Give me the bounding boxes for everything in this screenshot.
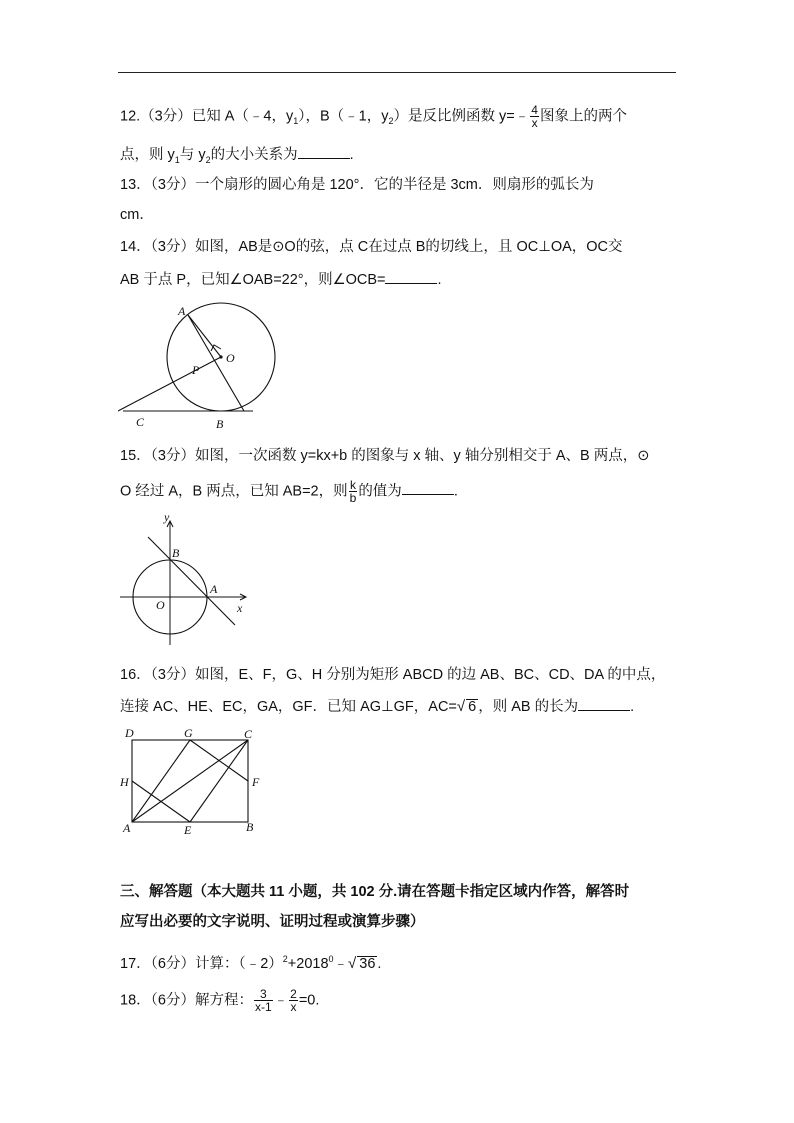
- q16-figure: [116, 724, 266, 839]
- q16-label-a: A: [123, 821, 131, 835]
- q15-line1: 15．（3分）如图，一次函数 y=kx+b 的图象与 x 轴、y 轴分别相交于 A、B 两点，⊙: [120, 448, 650, 464]
- q18-fraction-2: [289, 988, 298, 1013]
- section3-heading-line1: 三、解答题（本大题共 11 小题，共 102 分.请在答题卡指定区域内作答，解答时: [120, 884, 630, 900]
- q14-label-o: O: [226, 351, 235, 365]
- q12-fraction: [530, 104, 539, 129]
- q16-label-d: D: [125, 726, 134, 740]
- q15-label-b: B: [172, 546, 180, 560]
- q16-label-h: H: [120, 775, 129, 789]
- q18-end: =0.: [298, 992, 320, 1009]
- q14-label-p: P: [192, 363, 200, 377]
- q13-line2: cm．: [120, 207, 154, 223]
- q14-answer-blank[interactable]: [385, 269, 437, 284]
- section3-heading-line2: 应写出必要的文字说明、证明过程或演算步骤）: [120, 914, 425, 930]
- q15-fraction: [349, 479, 358, 504]
- q12-text-c: ）是反比例函数 y=﹣: [393, 108, 530, 125]
- q16-sqrt-value: 6: [468, 699, 477, 715]
- q15-label-x: x: [237, 601, 243, 615]
- q15-line2: [120, 479, 458, 504]
- q16-line1: 16．（3分）如图，E、F，G、H 分别为矩形 ABCD 的边 AB、BC、CD、DA 的中点，: [120, 667, 666, 683]
- q17-sup-1: 2: [282, 954, 288, 964]
- q16-segment-ac: [132, 740, 248, 822]
- q15-label-y: y: [164, 515, 170, 524]
- q12-frac-den: x: [531, 116, 538, 130]
- q17-end: .: [377, 955, 382, 972]
- header-rule: [118, 72, 676, 73]
- q15-line2-text-a: O 经过 A，B 两点，已知 AB=2，则: [120, 483, 348, 500]
- q16-label-e: E: [184, 823, 192, 837]
- q12-line2-text-c: 的大小关系为: [210, 147, 298, 163]
- q15-label-a: A: [210, 582, 218, 596]
- q17-sqrt-value: 36: [359, 955, 376, 972]
- q12-line2-text-a: 点，则 y: [120, 147, 175, 163]
- q18-text-a: 18．（6分）解方程：: [120, 992, 253, 1009]
- q12-text-d: 图象上的两个: [539, 108, 627, 125]
- q16-label-b: B: [246, 820, 254, 834]
- q18-fraction-1: [254, 988, 273, 1013]
- q16-segment-ec: [190, 740, 248, 822]
- q14-line2-end: .: [437, 272, 442, 288]
- q16-label-g: G: [184, 726, 193, 740]
- q14-label-c: C: [136, 415, 145, 429]
- q16-line2-text-a: 连接 AC、HE、EC，GA，GF．已知 AG⊥GF，AC=: [120, 699, 457, 715]
- q14-center-dot: [219, 355, 222, 358]
- q18-frac2-den: x: [290, 1000, 297, 1014]
- q17-sqrt-sign: √: [348, 954, 357, 972]
- q18-frac1-num: 3: [254, 988, 273, 1001]
- q15-line2-end: .: [453, 483, 458, 500]
- q16-label-f: F: [252, 775, 260, 789]
- q15-figure: [118, 515, 258, 650]
- q14-line2-text: AB 于点 P，已知∠OAB=22°，则∠OCB=: [120, 272, 386, 288]
- q12-line2-sub-1: 1: [174, 154, 180, 165]
- q15-line2-text-b: 的值为: [358, 483, 402, 500]
- q15-frac-num: k: [349, 478, 356, 492]
- q16-segment-ga: [132, 740, 190, 822]
- q12-text-b: ），B（﹣1，y: [298, 108, 389, 125]
- q12-answer-blank[interactable]: [298, 144, 350, 159]
- q15-answer-blank[interactable]: [402, 480, 454, 495]
- q17-line: [120, 949, 381, 974]
- q14-label-a: A: [178, 304, 186, 318]
- q15-frac-den: b: [349, 491, 357, 505]
- q14-segment-oa: [188, 315, 221, 357]
- q17-text-b: +2018: [287, 955, 329, 972]
- q12-line2-end: .: [349, 147, 354, 163]
- q16-line2: [120, 696, 634, 717]
- q12-text-a: 12.（3分）已知 A（﹣4，y: [120, 108, 294, 125]
- q12-line2: [120, 144, 354, 170]
- q16-sqrt-sign: √: [456, 698, 466, 715]
- q14-line1: 14．（3分）如图，AB是⊙O的弦，点 C在过点 B的切线上，且 OC⊥OA，OC交: [120, 239, 623, 255]
- q14-figure: [118, 300, 288, 435]
- q12-line2-sub-2: 2: [205, 154, 211, 165]
- q16-label-c: C: [244, 727, 253, 741]
- q12-line2-text-b: 与 y: [179, 147, 206, 163]
- q18-frac2-num: 2: [290, 987, 297, 1001]
- q14-line2: [120, 269, 442, 290]
- q16-answer-blank[interactable]: [578, 696, 630, 711]
- q17-text-a: 17．（6分）计算：（﹣2）: [120, 955, 283, 972]
- q15-label-o: O: [156, 598, 165, 612]
- q13-line1: 13．（3分）一个扇形的圆心角是 120°．它的半径是 3cm．则扇形的弧长为: [120, 177, 594, 193]
- q12-line1: [120, 104, 627, 131]
- q17-sup-2: 0: [328, 954, 334, 964]
- q16-line2-end: .: [630, 699, 635, 715]
- q12-sub-1: 1: [293, 116, 299, 127]
- q16-line2-text-b: ，则 AB 的长为: [478, 699, 579, 715]
- q18-frac1-den: x-1: [254, 1000, 272, 1014]
- q18-minus: ﹣: [273, 992, 289, 1009]
- q17-text-c: ﹣: [333, 955, 349, 972]
- q12-sub-2: 2: [388, 116, 394, 127]
- q18-line: [120, 988, 319, 1013]
- q14-segment-oc: [118, 357, 221, 411]
- q12-frac-num: 4: [531, 103, 538, 117]
- q14-label-b: B: [216, 417, 224, 431]
